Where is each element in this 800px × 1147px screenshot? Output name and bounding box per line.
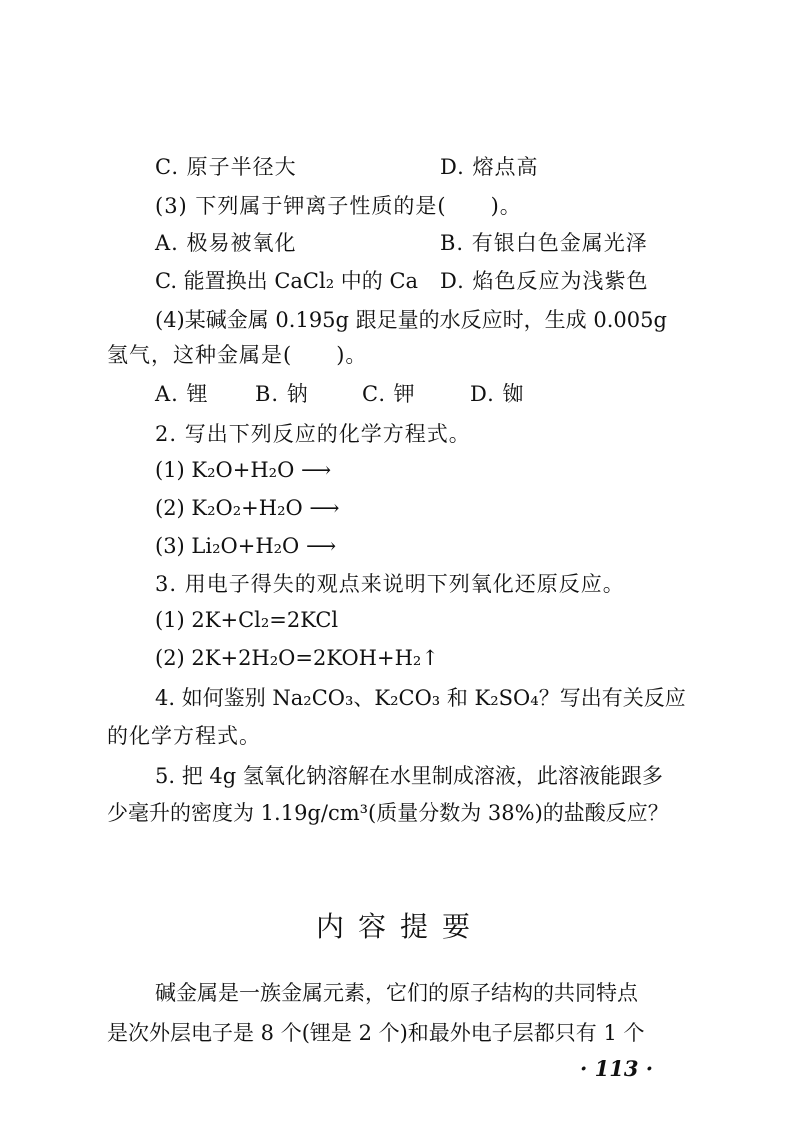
equation-item: (1) K₂O+H₂O ⟶ (155, 458, 332, 482)
option-a: A. 锂 (155, 382, 209, 406)
question-stem: (3) 下列属于钾离子性质的是( )。 (155, 194, 522, 218)
summary-line1: 碱金属是一族金属元素，它们的原子结构的共同特点 (155, 981, 638, 1005)
question-line1: 5. 把 4g 氢氧化钠溶解在水里制成溶液，此溶液能跟多 (155, 764, 663, 788)
question-stem-line1: (4)某碱金属 0.195g 跟足量的水反应时，生成 0.005g (155, 308, 667, 332)
equation-item: (3) Li₂O+H₂O ⟶ (155, 534, 337, 558)
question-stem: 2. 写出下列反应的化学方程式。 (155, 422, 471, 446)
question-line2: 的化学方程式。 (107, 724, 261, 748)
page-number: · 113 · (580, 1056, 654, 1081)
question-stem: 3. 用电子得失的观点来说明下列氧化还原反应。 (155, 572, 625, 596)
section-heading: 内容提要 (315, 910, 484, 943)
option-b: B. 有银白色金属光泽 (440, 231, 648, 255)
equation-item: (2) K₂O₂+H₂O ⟶ (155, 496, 340, 520)
summary-line2: 是次外层电子是 8 个(锂是 2 个)和最外电子层都只有 1 个 (107, 1021, 645, 1045)
option-c: C. 原子半径大 (155, 155, 297, 179)
option-b: B. 钠 (255, 382, 309, 406)
option-c: C. 钾 (362, 382, 416, 406)
question-line2: 少毫升的密度为 1.19g/cm³(质量分数为 38%)的盐酸反应？ (107, 801, 669, 825)
question-line1: 4. 如何鉴别 Na₂CO₃、K₂CO₃ 和 K₂SO₄？写出有关反应 (155, 686, 686, 710)
option-d: D. 铷 (470, 382, 525, 406)
option-d: D. 焰色反应为浅紫色 (440, 269, 649, 293)
equation-item: (2) 2K+2H₂O=2KOH+H₂↑ (155, 646, 439, 670)
option-c: C. 能置换出 CaCl₂ 中的 Ca (155, 269, 419, 293)
option-a: A. 极易被氧化 (155, 231, 297, 255)
equation-item: (1) 2K+Cl₂=2KCl (155, 608, 339, 632)
option-d: D. 熔点高 (440, 155, 539, 179)
question-stem-line2: 氢气，这种金属是( )。 (107, 343, 368, 367)
